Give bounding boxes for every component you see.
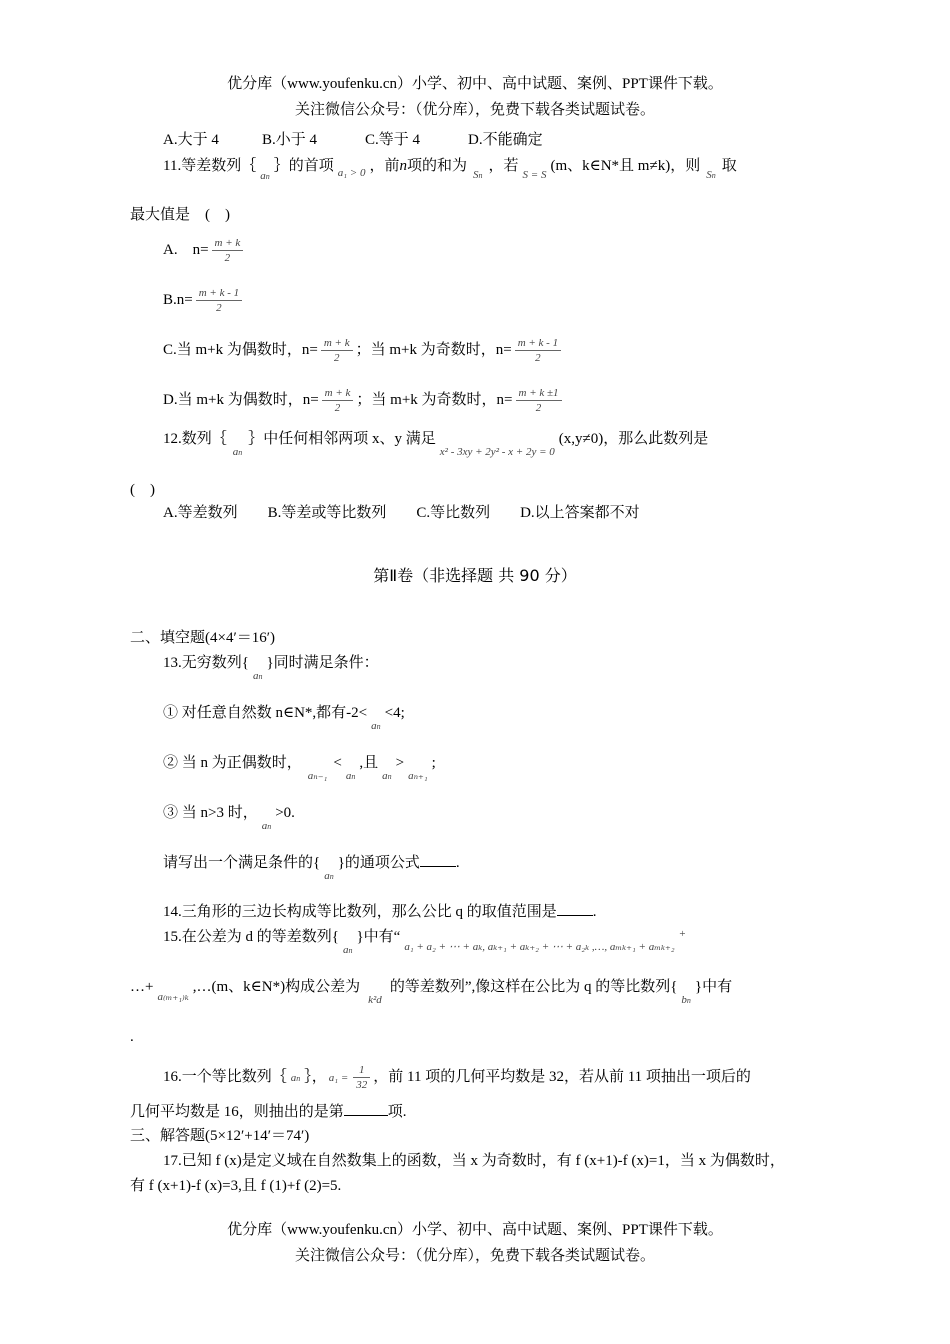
- q12-line-2: ( ): [130, 482, 155, 498]
- math-plus: +: [678, 928, 687, 940]
- math-an: an: [324, 870, 334, 882]
- q13-condition-2: ② 当 n 为正偶数时，$_{a_{n-1}}<_{an}$,且$_{an}>_{a_{n+1}}$;: [163, 755, 436, 782]
- q10-option-a: A.大于 4: [163, 132, 219, 148]
- math-an: an: [290, 1072, 301, 1084]
- answer-blank[interactable]: [344, 1115, 388, 1116]
- q16-line-2: 几何平均数是 16，则抽出的是第 项.: [130, 1104, 407, 1120]
- math-k2d: k²d: [368, 994, 382, 1006]
- math-bn: bn: [681, 994, 691, 1006]
- q11-line-2: 最大值是 ( ): [130, 207, 230, 223]
- answer-blank[interactable]: [557, 915, 593, 916]
- q10-option-b: B.小于 4: [262, 132, 318, 148]
- math-an-minus-1: aₙ₋₁: [307, 770, 328, 782]
- q11-option-c: C.当 m+k 为偶数时，n= $\frac{m + k}{2}$ ；当 m+k 为奇数时，n= $\frac{m + k - 1}{2}$: [163, 333, 564, 367]
- q17-line-1: 17.已知 f (x)是定义域在自然数集上的函数，当 x 为奇数时，有 f (x+1)-f (x)=1，当 x 为偶数时，: [163, 1153, 785, 1169]
- math-an-plus-1: aₙ₊₁: [408, 770, 428, 782]
- q11-option-d: D.当 m+k 为偶数时，n= $\frac{m + k}{2}$ ；当 m+k 为奇数时，n= $\frac{m + k \pm 1}{2}$: [163, 383, 565, 417]
- math-an: an: [261, 820, 272, 832]
- section-2-title: 第Ⅱ卷（非选择题 共 90 分）: [373, 566, 577, 585]
- q11-stem: 11.等差数列$\{_{an}\}$的首项 $_{a_1 > 0}$ ，前n项的和为$_{Sn}$，若$_{S = S}$(m、k∈N*且 m≠k)，则$_{Sn}$取: [163, 158, 737, 182]
- math-an: an: [252, 670, 263, 682]
- math-sn-2: Sn: [706, 169, 716, 181]
- math-q15-last-term: a₍ₘ₊₁₎ₖ: [157, 991, 189, 1003]
- part-3-header: 三、解答题(5×12′+14′＝74′): [130, 1128, 310, 1144]
- math-sn: Sn: [473, 169, 483, 181]
- q13-ask: 请写出一个满足条件的$\{_{an}\}$的通项公式 .: [163, 855, 460, 882]
- math-an: an: [382, 770, 392, 782]
- footer-line-1: 优分库（www.youfenku.cn）小学、初中、高中试题、案例、PPT课件下载。: [227, 1222, 723, 1238]
- q15-stem: 15.在公差为 d 的等差数列$\{_{an}\}$中有“$_{a_1 + a_2 + \cdots + a_k, a_{k+1} + a_{k+2} + \cdots + a_{2k} ,\dots, a_{mk+1} + a_{mk+2}}^+$: [163, 928, 687, 956]
- q17-line-2: 有 f (x+1)-f (x)=3,且 f (1)+f (2)=5.: [130, 1178, 342, 1194]
- math-q12-equation: x² - 3xy + 2y² - x + 2y = 0: [439, 446, 555, 458]
- q15-line-2: $\dots+_{a_{(m+1)k}},\dots(m$、k∈N*)构成公差为$_{k^2d}$的等差数列”,像这样在公比为 q 的等比数列$\{_{bn}\}$中有: [130, 979, 733, 1006]
- math-an: an: [232, 446, 243, 458]
- q12-stem: 12.数列$\{_{an}\}$中任何相邻两项 x、y 满足$_{x^2 - 3xy + 2y^2 - x + 2y = 0}$(x,y≠0)，那么此数列是: [163, 431, 709, 458]
- q13-condition-1: ① 对任意自然数 n∈N*,都有$-2<_{an}<4$;: [163, 705, 405, 732]
- math-an: an: [260, 170, 270, 182]
- header-line-2: 关注微信公众号：（优分库），免费下载各类试题试卷。: [294, 102, 655, 118]
- q13-condition-3: ③ 当 n>3 时，$_{an}$>0.: [163, 805, 295, 832]
- math-sm-eq-sk: S = S: [522, 169, 547, 181]
- q11-option-a: A. n= $\frac{m + k}{2}$: [163, 233, 246, 267]
- header-line-1: 优分库（www.youfenku.cn）小学、初中、高中试题、案例、PPT课件下载。: [227, 76, 723, 92]
- math-a1-gt-0: a₁ > 0: [337, 167, 366, 179]
- q12-options: A.等差数列 B.等差或等比数列 C.等比数列 D.以上答案都不对: [163, 505, 640, 521]
- math-a1-eq: a₁ =: [328, 1072, 349, 1084]
- math-an: an: [371, 720, 381, 732]
- q16-stem: 16.一个等比数列｛ an ｝， a₁ = $\frac{1}{32}$ ，前 11 项的几何平均数是 32，若从前 11 项抽出一项后的: [163, 1064, 751, 1092]
- q10-option-d: D.不能确定: [468, 132, 543, 148]
- q10-option-c: C.等于 4: [365, 132, 421, 148]
- math-an: an: [345, 770, 356, 782]
- q14: 14.三角形的三边长构成等比数列，那么公比 q 的取值范围是 .: [163, 904, 597, 920]
- math-an: an: [342, 944, 353, 956]
- q11-option-b: B.n= $\frac{m + k - 1}{2}$: [163, 283, 245, 317]
- footer-line-2: 关注微信公众号：（优分库），免费下载各类试题试卷。: [294, 1248, 655, 1264]
- q13-stem: 13.无穷数列$\{_{an}\}$同时满足条件：: [163, 655, 379, 682]
- answer-blank[interactable]: [420, 866, 456, 867]
- q15-line-3: .: [130, 1029, 134, 1045]
- math-q15-sum: a₁ + a₂ + ⋯ + aₖ, aₖ₊₁ + aₖ₊₂ + ⋯ + a₂ₖ ,…, aₘₖ₊₁ + aₘₖ₊₂: [404, 941, 675, 953]
- part-2-header: 二、填空题(4×4′＝16′): [130, 630, 276, 646]
